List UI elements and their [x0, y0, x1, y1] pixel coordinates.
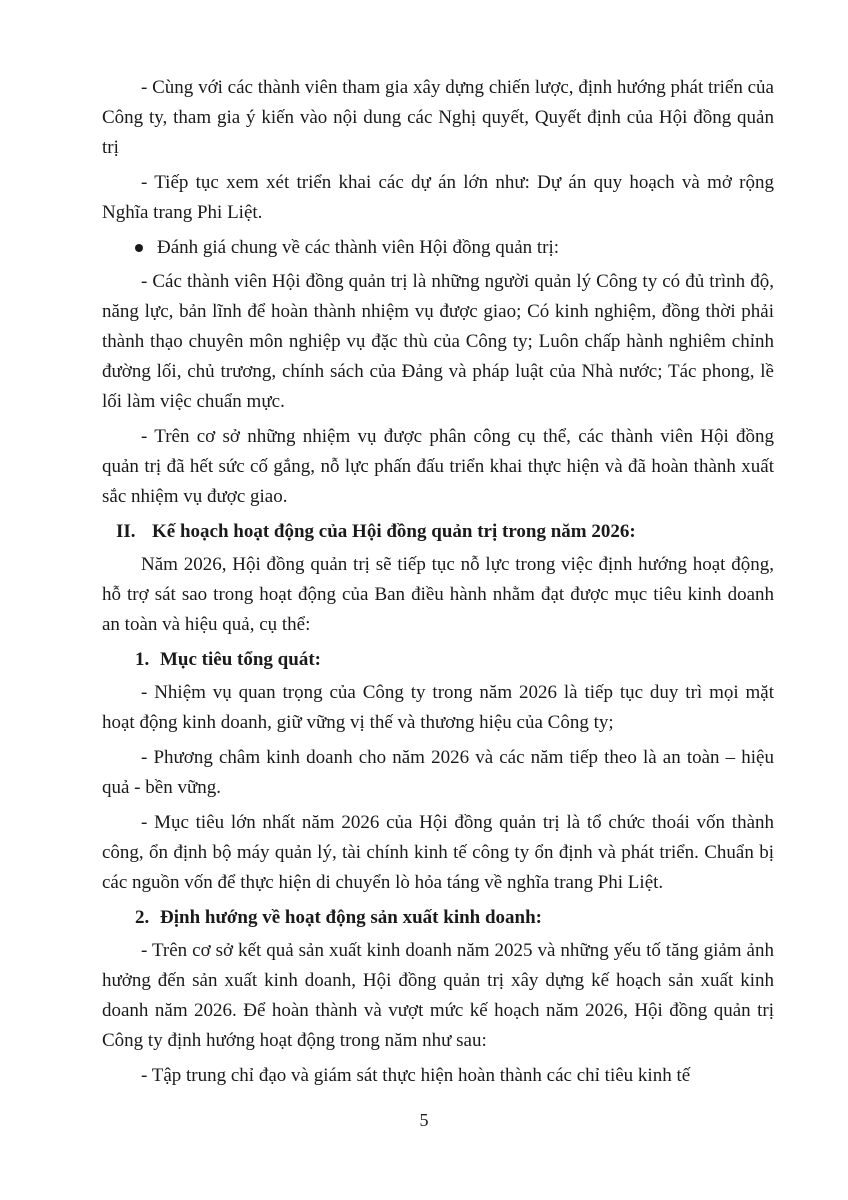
section-ii-heading [102, 517, 774, 547]
subsection-1-title: Mục tiêu tổng quát: [160, 649, 321, 670]
subsection-2-heading [102, 903, 774, 933]
subsection-2-title: Định hướng về hoạt động sản xuất kinh doanh: [160, 907, 543, 928]
subsection-1-heading [102, 645, 774, 675]
section-ii-number: II. [116, 521, 136, 542]
document-page [102, 73, 774, 1096]
section-ii-intro: Năm 2026, Hội đồng quản trị sẽ tiếp tục nỗ lực trong việc định hướng hoạt động, hỗ trợ sát sao trong hoạt động của Ban điều hành nhằm đạt được mục tiêu kinh doanh an toàn và hiệu quả, cụ thể: [102, 554, 774, 635]
paragraph-b2: - Trên cơ sở những nhiệm vụ được phân công cụ thể, các thành viên Hội đồng quản trị đã hết sức cố gắng, nỗ lực phấn đấu triển khai thực hiện và đã hoàn thành xuất sắc nhiệm vụ được giao. [102, 426, 774, 507]
subsection-2-paragraph-2: - Tập trung chỉ đạo và giám sát thực hiện hoàn thành các chỉ tiêu kinh tế [141, 1065, 691, 1086]
paragraph-b1: - Các thành viên Hội đồng quản trị là những người quản lý Công ty có đủ trình độ, năng lực, bản lĩnh để hoàn thành nhiệm vụ được giao; Có kinh nghiệm, đồng thời phải thành thạo chuyên môn nghiệp vụ đặc thù của Công ty; Luôn chấp hành nghiêm chỉnh đường lối, chủ trương, chính sách của Đảng và pháp luật của Nhà nước; Tác phong, lề lối làm việc chuẩn mực. [102, 271, 774, 412]
paragraph-a1: - Cùng với các thành viên tham gia xây dựng chiến lược, định hướng phát triển của Công ty, tham gia ý kiến vào nội dung các Nghị quyết, Quyết định của Hội đồng quản trị [102, 77, 774, 158]
subsection-1-number: 1. [135, 649, 150, 670]
page-number: 5 [419, 1110, 429, 1130]
paragraph-a2: - Tiếp tục xem xét triển khai các dự án lớn như: Dự án quy hoạch và mở rộng Nghĩa trang Phi Liệt. [102, 172, 774, 223]
bullet-item [102, 233, 774, 263]
subsection-2-number: 2. [135, 907, 150, 928]
bullet-text: Đánh giá chung về các thành viên Hội đồng quản trị: [157, 237, 560, 258]
subsection-2-paragraph-1: - Trên cơ sở kết quả sản xuất kinh doanh năm 2025 và những yếu tố tăng giảm ảnh hưởng đến sản xuất kinh doanh, Hội đồng quản trị xây dựng kế hoạch sản xuất kinh doanh năm 2026. Để hoàn thành và vượt mức kế hoạch năm 2026, Hội đồng quản trị Công ty định hướng hoạt động trong năm như sau: [102, 940, 774, 1051]
subsection-1-paragraph-3: - Mục tiêu lớn nhất năm 2026 của Hội đồng quản trị là tổ chức thoái vốn thành công, ổn định bộ máy quản lý, tài chính kinh tế công ty ổn định và phát triển. Chuẩn bị các nguồn vốn để thực hiện di chuyển lò hỏa táng về nghĩa trang Phi Liệt. [102, 812, 774, 893]
subsection-1-paragraph-1: - Nhiệm vụ quan trọng của Công ty trong năm 2026 là tiếp tục duy trì mọi mặt hoạt động kinh doanh, giữ vững vị thế và thương hiệu của Công ty; [102, 682, 774, 733]
section-ii-title: Kế hoạch hoạt động của Hội đồng quản trị trong năm 2026: [152, 521, 636, 542]
subsection-1-paragraph-2: - Phương châm kinh doanh cho năm 2026 và các năm tiếp theo là an toàn – hiệu quả - bền vững. [102, 747, 774, 798]
bullet-dot-icon [135, 244, 143, 252]
